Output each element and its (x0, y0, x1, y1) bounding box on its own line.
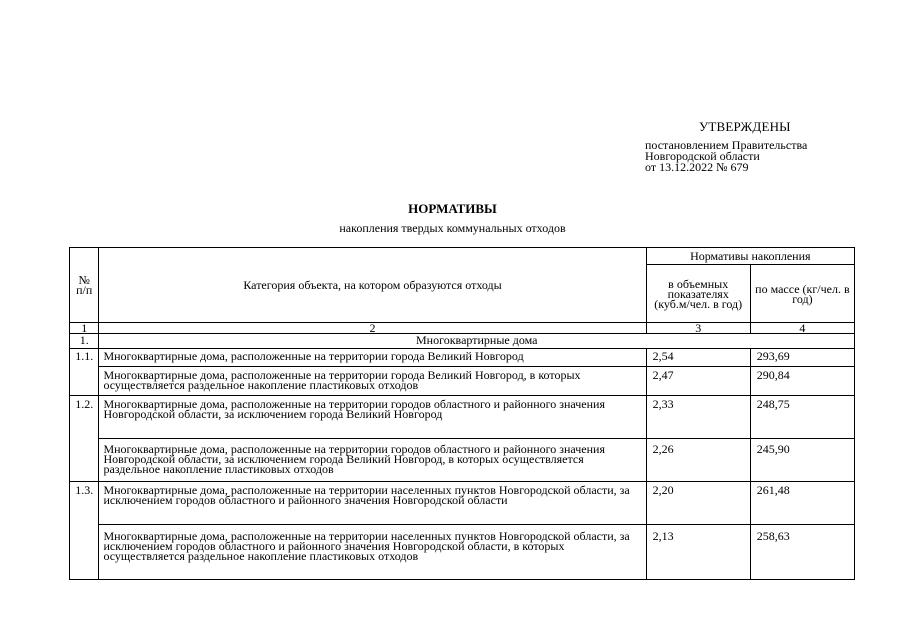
row-number: 1.1. (70, 349, 99, 396)
table-row (70, 482, 855, 525)
row-volume: 2,33 (646, 396, 750, 439)
header-norms-group: Нормативы накопления (646, 248, 854, 265)
index-cell-2: 2 (99, 323, 646, 334)
row-volume: 2,20 (646, 482, 750, 525)
index-row (70, 323, 855, 334)
section-row (70, 334, 855, 349)
row-category: Многоквартирные дома, расположенные на территории городов областного и районного значения Новгородской области, за исключением города Великий Новгород (99, 396, 646, 439)
header-category: Категория объекта, на котором образуются отходы (99, 248, 646, 323)
row-category: Многоквартирные дома, расположенные на территории города Великий Новгород (99, 349, 646, 367)
approval-line-2: Новгородской области (645, 149, 760, 163)
row-category: Многоквартирные дома, расположенные на территории городов областного и районного значения Новгородской области, за исключением города Великий Новгород, в которых осуществляется раздельное накопление пластиковых отходов (99, 439, 646, 482)
row-mass: 258,63 (750, 525, 854, 580)
row-number: 1.2. (70, 396, 99, 482)
header-number: № п/п (70, 248, 99, 323)
row-mass: 245,90 (750, 439, 854, 482)
header-volume: в объемных показателях (куб.м/чел. в год) (646, 265, 750, 323)
section-title: Многоквартирные дома (99, 334, 855, 349)
norms-table (69, 247, 855, 580)
table-row (70, 349, 855, 367)
table-row (70, 367, 855, 396)
index-cell-4: 4 (750, 323, 854, 334)
row-category: Многоквартирные дома, расположенные на территории города Великий Новгород, в которых осуществляется раздельное накопление пластиковых отходов (99, 367, 646, 396)
row-mass: 248,75 (750, 396, 854, 439)
approval-title: УТВЕРЖДЕНЫ (699, 119, 791, 134)
approval-line-1: постановлением Правительства (645, 138, 808, 152)
row-mass: 293,69 (750, 349, 854, 367)
header-row-1 (70, 248, 855, 265)
row-number: 1.3. (70, 482, 99, 580)
row-mass: 261,48 (750, 482, 854, 525)
approval-block (645, 121, 875, 173)
document-title: НОРМАТИВЫ (408, 201, 497, 216)
header-mass: по массе (кг/чел. в год) (750, 265, 854, 323)
section-number: 1. (70, 334, 99, 349)
approval-line-3: от 13.12.2022 № 679 (645, 160, 749, 174)
row-volume: 2,54 (646, 349, 750, 367)
table-row (70, 525, 855, 580)
row-volume: 2,13 (646, 525, 750, 580)
table-row (70, 439, 855, 482)
document-subtitle: накопления твердых коммунальных отходов (339, 221, 566, 235)
row-category: Многоквартирные дома, расположенные на территории населенных пунктов Новгородской области, за исключением городов областного и районного значения Новгородской области, в которых осуществляется раздельное накопление пластиковых отходов (99, 525, 646, 580)
row-volume: 2,26 (646, 439, 750, 482)
index-cell-3: 3 (646, 323, 750, 334)
index-cell-1: 1 (70, 323, 99, 334)
row-category: Многоквартирные дома, расположенные на территории населенных пунктов Новгородской области, за исключением городов областного и районного значения Новгородской области (99, 482, 646, 525)
table-row (70, 396, 855, 439)
row-volume: 2,47 (646, 367, 750, 396)
row-mass: 290,84 (750, 367, 854, 396)
